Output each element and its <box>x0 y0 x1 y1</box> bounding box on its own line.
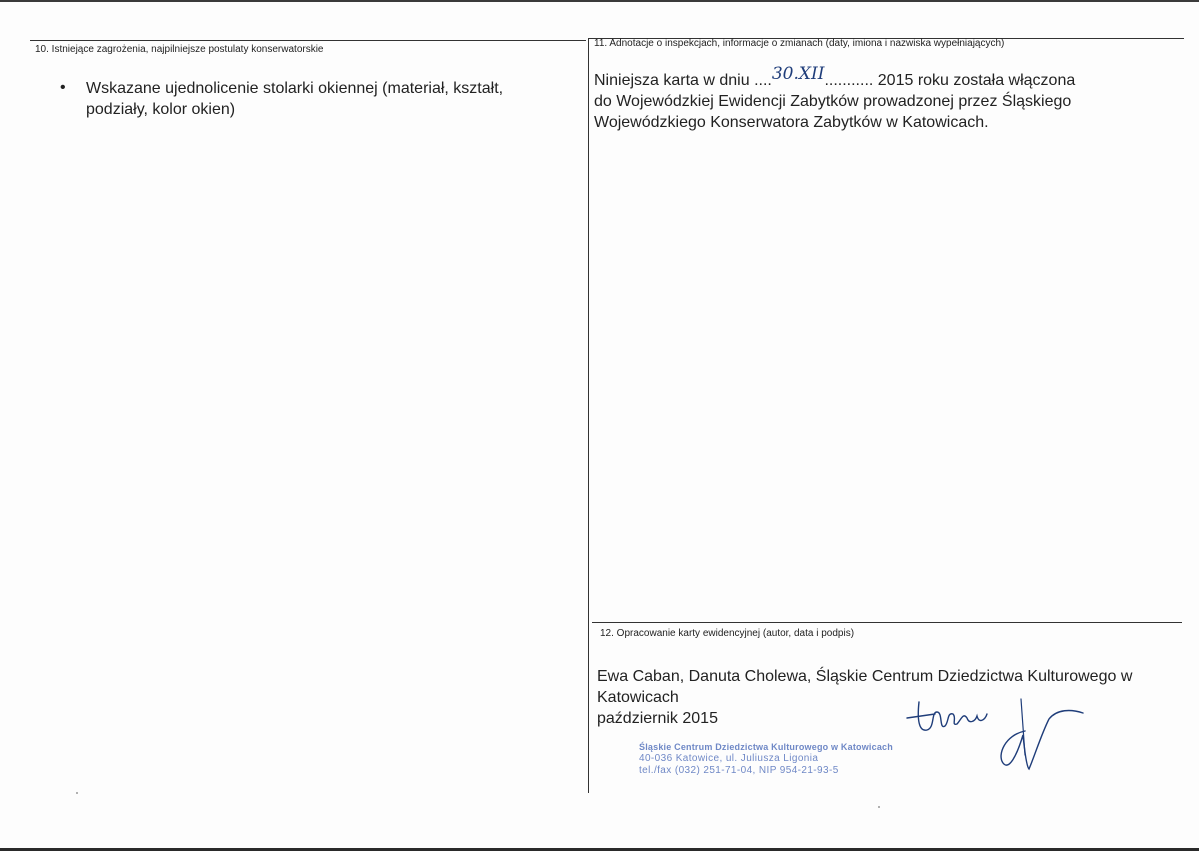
section-10-bullet-text <box>86 78 503 120</box>
handwritten-date: 30.XII <box>771 64 825 84</box>
section-12-top-rule <box>592 622 1182 623</box>
stamp-line-3: tel./fax (032) 251-71-04, NIP 954-21-93-5 <box>639 765 839 776</box>
inclusion-line-3: Wojewódzkiego Konserwatora Zabytków w Katowicach. <box>594 114 989 131</box>
inclusion-line-2: do Wojewódzkiej Ewidencji Zabytków prowadzonej przez Śląskiego <box>594 93 1072 110</box>
inclusion-note <box>594 64 1076 133</box>
column-divider <box>588 38 589 793</box>
scan-speck <box>76 792 78 794</box>
inclusion-prefix: Niniejsza karta w dniu .... <box>594 72 772 89</box>
stamp-line-2: 40-036 Katowice, ul. Juliusza Ligonia <box>639 753 819 764</box>
author-date: październik 2015 <box>597 710 718 727</box>
page-top-edge <box>0 0 1199 2</box>
author-line-1: Ewa Caban, Danuta Cholewa, Śląskie Centrum Dziedzictwa Kulturowego w <box>597 668 1133 685</box>
author-line-2: Katowicach <box>597 689 679 706</box>
section-10-label: 10. Istniejące zagrożenia, najpilniejsze postulaty konserwatorskie <box>35 44 324 55</box>
inclusion-suffix: ........... 2015 roku została włączona <box>824 72 1076 89</box>
bullet-line-2: podziały, kolor okien) <box>86 101 236 118</box>
bullet-icon: • <box>60 79 66 96</box>
institution-stamp <box>639 741 893 777</box>
section-11-label: 11. Adnotacje o inspekcjach, informacje o zmianach (daty, imiona i nazwiska wypełniających) <box>594 38 1005 49</box>
bullet-line-1: Wskazane ujednolicenie stolarki okiennej (materiał, kształt, <box>86 80 504 97</box>
scan-speck <box>878 806 880 808</box>
signature-2-icon <box>995 695 1085 775</box>
section-12-label: 12. Opracowanie karty ewidencyjnej (autor, data i podpis) <box>600 628 855 639</box>
stamp-line-1: Śląskie Centrum Dziedzictwa Kulturowego w Katowicach <box>639 742 893 752</box>
signature-1-icon <box>905 690 995 750</box>
inclusion-line-1 <box>594 64 1076 91</box>
section-10-top-rule <box>30 40 586 41</box>
